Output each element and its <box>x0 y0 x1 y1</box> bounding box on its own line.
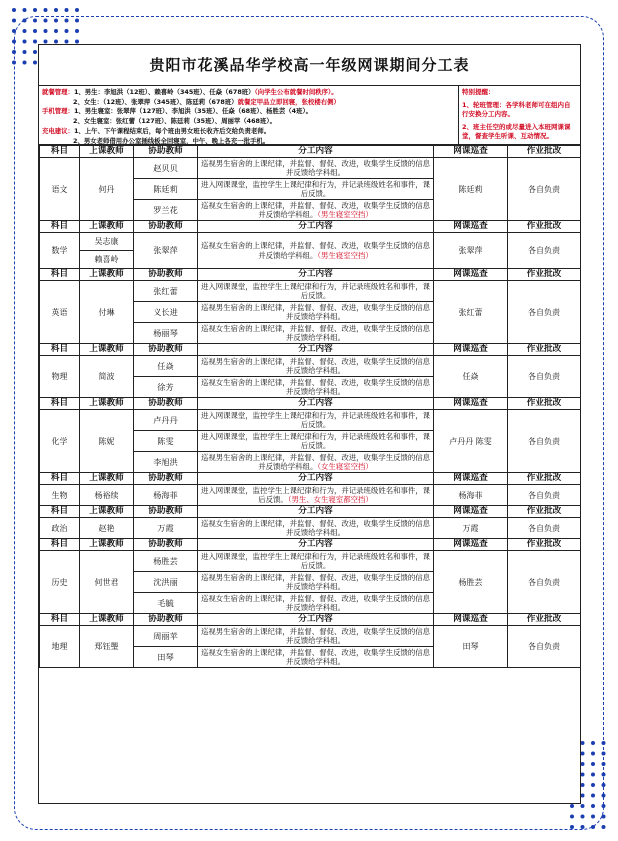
duty-content-text: 巡视男生宿舍的上课纪律，并监督、督促、改进，收集学生反馈的信息并反馈给学科组。 <box>200 356 431 375</box>
header-homework: 作业批改 <box>508 506 581 518</box>
assist-teacher-cell: 沈洪丽 <box>134 572 198 593</box>
duty-content-text: 进入网课课堂，监控学生上课纪律和行为，并记录班级姓名和事件，课后反馈。 <box>200 485 431 504</box>
teacher-cell: 赵艳 <box>80 518 134 539</box>
header-assist: 协助教师 <box>134 398 198 410</box>
patrol-cell: 陈廷莉 <box>434 158 508 221</box>
assist-teacher-cell: 赵贝贝 <box>134 158 198 179</box>
duty-content-text: 巡视女生宿舍的上课纪律，并监督、督促、改进，收集学生反馈的信息并反馈给学科组。 <box>200 377 431 396</box>
note-label: 就餐管理： <box>42 88 74 96</box>
header-content: 分工内容 <box>198 146 434 158</box>
decor-dot <box>54 8 58 12</box>
subject-cell: 语文 <box>40 158 80 221</box>
header-patrol: 网课巡查 <box>434 539 508 551</box>
homework-cell: 各自负责 <box>508 410 581 473</box>
subject-cell: 物理 <box>40 356 80 398</box>
duty-content-text: 巡视女生宿舍的上课纪律，并监督、督促、改进，收集学生反馈的信息并反馈给学科组。 <box>200 200 431 219</box>
note-label: 充电建议： <box>42 126 74 135</box>
note-text: 1、上午、下午课程结束后，每个班由男女班长收齐后交给负责老师。 <box>73 126 271 135</box>
table-header-row <box>40 614 581 626</box>
subject-cell: 政治 <box>40 518 80 539</box>
assist-teacher-cell: 任焱 <box>134 356 198 377</box>
assist-teacher-cell: 万霞 <box>134 518 198 539</box>
assist-teacher-cell: 罗兰花 <box>134 200 198 221</box>
header-assist: 协助教师 <box>134 344 198 356</box>
table-row <box>40 281 581 302</box>
duty-content-text: 巡视男生宿舍的上课纪律，并监督、督促、改进，收集学生反馈的信息并反馈给学科组。 <box>200 572 431 591</box>
header-homework: 作业批改 <box>508 221 581 233</box>
duty-content-text: 进入网课课堂，监控学生上课纪律和行为，并记录班级姓名和事件，课后反馈。 <box>200 410 431 429</box>
table-row <box>40 518 581 539</box>
duty-content-text: 进入网课课堂，监控学生上课纪律和行为，并记录班级姓名和事件，课后反馈。 <box>200 281 431 300</box>
table-header-row <box>40 344 581 356</box>
assist-teacher-cell: 卢丹丹 <box>134 410 198 431</box>
header-content: 分工内容 <box>198 221 434 233</box>
duty-content-text: 进入网课课堂，监控学生上课纪律和行为，并记录班级姓名和事件，课后反馈。 <box>200 551 431 570</box>
teacher-cell: 何世君 <box>80 551 134 614</box>
duty-content-cell <box>198 281 434 302</box>
header-subject: 科目 <box>40 506 80 518</box>
patrol-cell: 杨胜芸 <box>434 551 508 614</box>
decor-dot <box>65 8 69 12</box>
header-assist: 协助教师 <box>134 506 198 518</box>
assist-teacher-cell: 陈雯 <box>134 431 198 452</box>
duty-content-text: 进入网课课堂，监控学生上课纪律和行为，并记录班级姓名和事件，课后反馈。 <box>200 179 431 198</box>
note-label: 手机管理： <box>42 107 74 116</box>
special-reminder <box>459 86 580 144</box>
note-line <box>42 98 455 108</box>
duty-content-cell <box>198 518 434 539</box>
decor-dot <box>44 8 48 12</box>
patrol-cell: 田琴 <box>434 626 508 668</box>
duty-content-text: 巡视男生宿舍的上课纪律，并监督、督促、改进，收集学生反馈的信息并反馈给学科组。 <box>200 626 431 645</box>
header-subject: 科目 <box>40 473 80 485</box>
homework-cell: 各自负责 <box>508 158 581 221</box>
teacher-cell <box>80 233 134 269</box>
decor-dot <box>12 19 16 23</box>
patrol-cell: 万霞 <box>434 518 508 539</box>
note-line <box>42 107 455 117</box>
patrol-cell: 杨海菲 <box>434 485 508 506</box>
header-assist: 协助教师 <box>134 473 198 485</box>
header-content: 分工内容 <box>198 398 434 410</box>
header-content: 分工内容 <box>198 473 434 485</box>
duty-content-cell <box>198 302 434 323</box>
header-patrol: 网课巡查 <box>434 344 508 356</box>
header-subject: 科目 <box>40 398 80 410</box>
notes-section <box>39 86 580 145</box>
duty-note: （女生寝室空挡） <box>317 462 373 471</box>
table-row <box>40 356 581 377</box>
teacher-name: 赖喜岭 <box>80 250 133 268</box>
duty-content-cell <box>198 647 434 668</box>
homework-cell: 各自负责 <box>508 281 581 344</box>
header-assist: 协助教师 <box>134 269 198 281</box>
duty-content-cell <box>198 431 434 452</box>
duty-content-cell <box>198 485 434 506</box>
teacher-cell: 简波 <box>80 356 134 398</box>
duty-content-cell <box>198 233 434 269</box>
patrol-cell: 张翠萍 <box>434 233 508 269</box>
duty-content-cell <box>198 356 434 377</box>
note-text: 2、男女老师借用办公室插线板全回寝室，中午、晚上各充一批手机。 <box>73 136 270 144</box>
header-patrol: 网课巡查 <box>434 221 508 233</box>
management-notes <box>39 86 459 144</box>
note-line <box>42 127 455 137</box>
assist-teacher-cell: 徐芳 <box>134 377 198 398</box>
teacher-cell: 付琳 <box>80 281 134 344</box>
header-assist: 协助教师 <box>134 614 198 626</box>
duty-content-cell <box>198 626 434 647</box>
homework-cell: 各自负责 <box>508 626 581 668</box>
assist-teacher-cell: 田琴 <box>134 647 198 668</box>
assist-teacher-cell: 张红蕾 <box>134 281 198 302</box>
duty-content-text: 巡视男生宿舍的上课纪律，并监督、督促、改进，收集学生反馈的信息并反馈给学科组。 <box>200 158 431 177</box>
note-highlight: 就餐定甲品立即回寝，张校楼右侧） <box>237 97 340 106</box>
homework-cell: 各自负责 <box>508 356 581 398</box>
table-row <box>40 410 581 431</box>
header-teacher: 上课教师 <box>80 506 134 518</box>
header-subject: 科目 <box>40 269 80 281</box>
duty-content-cell <box>198 158 434 179</box>
header-teacher: 上课教师 <box>80 269 134 281</box>
header-subject: 科目 <box>40 146 80 158</box>
homework-cell: 各自负责 <box>508 518 581 539</box>
header-homework: 作业批改 <box>508 539 581 551</box>
header-content: 分工内容 <box>198 269 434 281</box>
decor-dot <box>75 8 79 12</box>
header-assist: 协助教师 <box>134 221 198 233</box>
duty-content-cell <box>198 323 434 344</box>
header-patrol: 网课巡查 <box>434 506 508 518</box>
duty-content-text: 巡视女生宿舍的上课纪律，并监督、督促、改进，收集学生反馈的信息并反馈给学科组。 <box>200 647 431 666</box>
table-row <box>40 233 581 269</box>
assist-teacher-cell: 张翠萍 <box>134 233 198 269</box>
subject-cell: 英语 <box>40 281 80 344</box>
header-homework: 作业批改 <box>508 614 581 626</box>
duty-content-cell <box>198 200 434 221</box>
table-row <box>40 158 581 179</box>
duty-content-text: 巡视女生宿舍的上课纪律，并监督、督促、改进，收集学生反馈的信息并反馈给学科组。 <box>200 241 431 260</box>
table-header-row <box>40 473 581 485</box>
header-homework: 作业批改 <box>508 146 581 158</box>
teacher-name: 吴志康 <box>94 237 119 246</box>
header-assist: 协助教师 <box>134 539 198 551</box>
decor-dot <box>33 8 37 12</box>
header-homework: 作业批改 <box>508 473 581 485</box>
patrol-cell: 卢丹丹 陈雯 <box>434 410 508 473</box>
note-text: 2、女生寝室：张红蕾（127班）、陈廷莉（35班）、周丽苹（468班）。 <box>73 117 276 126</box>
decor-dot <box>12 8 16 12</box>
teacher-cell: 何丹 <box>80 158 134 221</box>
header-subject: 科目 <box>40 221 80 233</box>
duty-content-cell <box>198 551 434 572</box>
header-teacher: 上课教师 <box>80 473 134 485</box>
duty-content-cell <box>198 179 434 200</box>
duty-note: （男生、女生寝室都空挡） <box>287 495 373 504</box>
table-row <box>40 551 581 572</box>
assist-teacher-cell: 毛毓 <box>134 593 198 614</box>
header-patrol: 网课巡查 <box>434 614 508 626</box>
homework-cell: 各自负责 <box>508 485 581 506</box>
header-subject: 科目 <box>40 344 80 356</box>
subject-cell: 生物 <box>40 485 80 506</box>
subject-cell: 数学 <box>40 233 80 269</box>
duty-content-cell <box>198 593 434 614</box>
note-text: 2、女生：（12班）、张翠萍（345班）、陈廷莉（678班） <box>73 97 238 106</box>
header-teacher: 上课教师 <box>80 146 134 158</box>
header-homework: 作业批改 <box>508 398 581 410</box>
header-subject: 科目 <box>40 614 80 626</box>
header-teacher: 上课教师 <box>80 221 134 233</box>
reminder-line: 2、班主任空的或尽量进入本班网课课堂，督查学生听课、互动情况。 <box>462 123 571 140</box>
homework-cell: 各自负责 <box>508 551 581 614</box>
note-line <box>42 137 455 144</box>
note-line <box>42 117 455 127</box>
header-content: 分工内容 <box>198 506 434 518</box>
header-content: 分工内容 <box>198 614 434 626</box>
duty-content-text: 巡视女生宿舍的上课纪律，并监督、督促、改进，收集学生反馈的信息并反馈给学科组。 <box>200 518 431 537</box>
header-subject: 科目 <box>40 539 80 551</box>
header-content: 分工内容 <box>198 344 434 356</box>
assist-teacher-cell: 杨海菲 <box>134 485 198 506</box>
teacher-cell: 郑钰璺 <box>80 626 134 668</box>
table-row <box>40 485 581 506</box>
duty-table <box>39 145 581 668</box>
homework-cell: 各自负责 <box>508 233 581 269</box>
decor-dot <box>602 825 606 829</box>
table-header-row <box>40 269 581 281</box>
duty-content-cell <box>198 410 434 431</box>
table-header-row <box>40 221 581 233</box>
note-text: 1、男生：李旭洪（12班）、赖喜岭（345班）、任焱（678班） <box>73 88 255 96</box>
duty-sheet <box>38 44 581 804</box>
patrol-cell: 任焱 <box>434 356 508 398</box>
duty-note: （男生寝室空挡） <box>317 210 373 219</box>
duty-content-cell <box>198 572 434 593</box>
table-header-row <box>40 506 581 518</box>
table-header-row <box>40 539 581 551</box>
subject-cell: 化学 <box>40 410 80 473</box>
duty-content-text: 巡视男生宿舍的上课纪律，并监督、督促、改进，收集学生反馈的信息并反馈给学科组。 <box>200 452 431 471</box>
duty-content-text: 巡视女生宿舍的上课纪律，并监督、督促、改进，收集学生反馈的信息并反馈给学科组。 <box>200 323 431 342</box>
duty-note: （男生寝室空挡） <box>317 250 373 260</box>
assist-teacher-cell: 陈廷莉 <box>134 179 198 200</box>
header-homework: 作业批改 <box>508 344 581 356</box>
note-highlight: （向学生公布就餐时间秩序）。 <box>254 88 338 96</box>
note-text: 1、男生寝室：张翠萍（127班）、李旭洪（35班）、任焱（68班）、杨胜芸（4班）。 <box>73 107 313 116</box>
header-assist: 协助教师 <box>134 146 198 158</box>
teacher-cell: 杨裕续 <box>80 485 134 506</box>
duty-content-cell <box>198 452 434 473</box>
assist-teacher-cell: 义长进 <box>134 302 198 323</box>
assist-teacher-cell: 周丽苹 <box>134 626 198 647</box>
header-teacher: 上课教师 <box>80 344 134 356</box>
header-patrol: 网课巡查 <box>434 473 508 485</box>
duty-content-cell <box>198 377 434 398</box>
header-content: 分工内容 <box>198 539 434 551</box>
table-header-row <box>40 146 581 158</box>
header-patrol: 网课巡查 <box>434 146 508 158</box>
duty-content-text: 巡视女生宿舍的上课纪律，并监督、督促、改进，收集学生反馈的信息并反馈给学科组。 <box>200 593 431 612</box>
assist-teacher-cell: 李旭洪 <box>134 452 198 473</box>
duty-content-text: 巡视男生宿舍的上课纪律，并监督、督促、改进，收集学生反馈的信息并反馈给学科组。 <box>200 302 431 321</box>
reminder-line: 特别提醒： <box>462 88 495 96</box>
note-line <box>42 88 455 98</box>
header-teacher: 上课教师 <box>80 614 134 626</box>
page-title: 贵阳市花溪品华学校高一年级网课期间分工表 <box>39 45 580 86</box>
teacher-cell: 陈妮 <box>80 410 134 473</box>
header-patrol: 网课巡查 <box>434 398 508 410</box>
header-teacher: 上课教师 <box>80 539 134 551</box>
patrol-cell: 张红蕾 <box>434 281 508 344</box>
duty-content-text: 进入网课课堂，监控学生上课纪律和行为，并记录班级姓名和事件，课后反馈。 <box>200 431 431 450</box>
decor-dot <box>23 8 27 12</box>
assist-teacher-cell: 杨丽琴 <box>134 323 198 344</box>
header-teacher: 上课教师 <box>80 398 134 410</box>
reminder-line: 1、轮班管理：各学科老师可在组内自行安换分工内容。 <box>462 101 571 118</box>
header-homework: 作业批改 <box>508 269 581 281</box>
table-header-row <box>40 398 581 410</box>
assist-teacher-cell: 杨胜芸 <box>134 551 198 572</box>
subject-cell: 地理 <box>40 626 80 668</box>
table-row <box>40 626 581 647</box>
header-patrol: 网课巡查 <box>434 269 508 281</box>
subject-cell: 历史 <box>40 551 80 614</box>
